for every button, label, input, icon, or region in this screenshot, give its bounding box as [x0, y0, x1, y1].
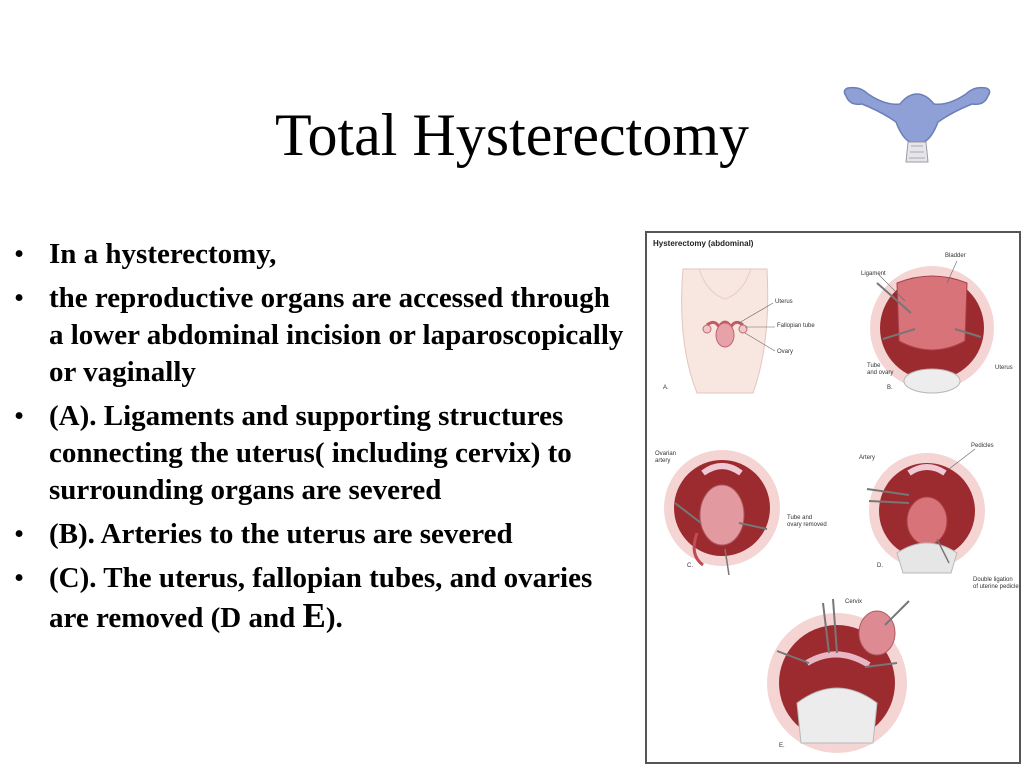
label-panel-b: B. [887, 385, 893, 391]
bullet-item: • In a hysterectomy, [14, 236, 624, 273]
bullet-text: (C). The uterus, fallopian tubes, and ovaries are removed (D and [49, 562, 593, 634]
label-artery: Artery [859, 455, 876, 461]
label-panel-c: C. [687, 563, 693, 569]
panel-d-drawing [867, 449, 985, 573]
label-panel-a: A. [663, 385, 669, 391]
label-tube-removed-1: Tube and [787, 515, 813, 521]
bullet-text-end: ). [325, 602, 343, 634]
bullet-list [14, 236, 624, 644]
label-cervix: Cervix [845, 599, 863, 605]
slide-title: Total Hysterectomy [275, 102, 749, 168]
label-uterus-b: Uterus [995, 365, 1013, 371]
uterus-icon [838, 82, 996, 166]
label-ovarian-artery-1: Ovarian [655, 451, 677, 457]
label-double-ligation-2: of uterine pedicle [973, 584, 1019, 590]
surgical-illustration [645, 231, 1021, 764]
label-double-ligation-1: Double ligation [973, 577, 1013, 583]
label-ovarian-artery-2: artery [655, 458, 671, 464]
label-pedicles: Pedicles [971, 443, 994, 449]
illustration-drawing [647, 233, 1019, 762]
label-ligament: Ligament [861, 271, 886, 277]
label-tube-ovary-2: and ovary [867, 370, 894, 376]
figure-title: Hysterectomy (abdominal) [653, 239, 754, 248]
bullet-item: • (A). Ligaments and supporting structures connecting the uterus( including cervix) to surrounding organs are severed [14, 398, 624, 509]
label-tube-ovary-1: Tube [867, 363, 881, 369]
panel-c-drawing [664, 450, 780, 575]
bullet-item: • the reproductive organs are accessed through a lower abdominal incision or laparoscopically or vaginally [14, 280, 624, 391]
label-panel-e: E. [779, 743, 785, 749]
label-ovary: Ovary [777, 349, 794, 355]
label-uterus: Uterus [775, 299, 793, 305]
bullet-text-large: E [302, 596, 326, 635]
label-bladder: Bladder [945, 253, 966, 259]
bullet-item [14, 560, 624, 637]
label-tube-removed-2: ovary removed [787, 522, 827, 528]
bullet-item: • (B). Arteries to the uterus are severed [14, 516, 624, 553]
label-fallopian-tube: Fallopian tube [777, 323, 815, 329]
panel-e-drawing [767, 599, 909, 753]
label-panel-d: D. [877, 563, 883, 569]
panel-a-drawing [682, 269, 775, 393]
